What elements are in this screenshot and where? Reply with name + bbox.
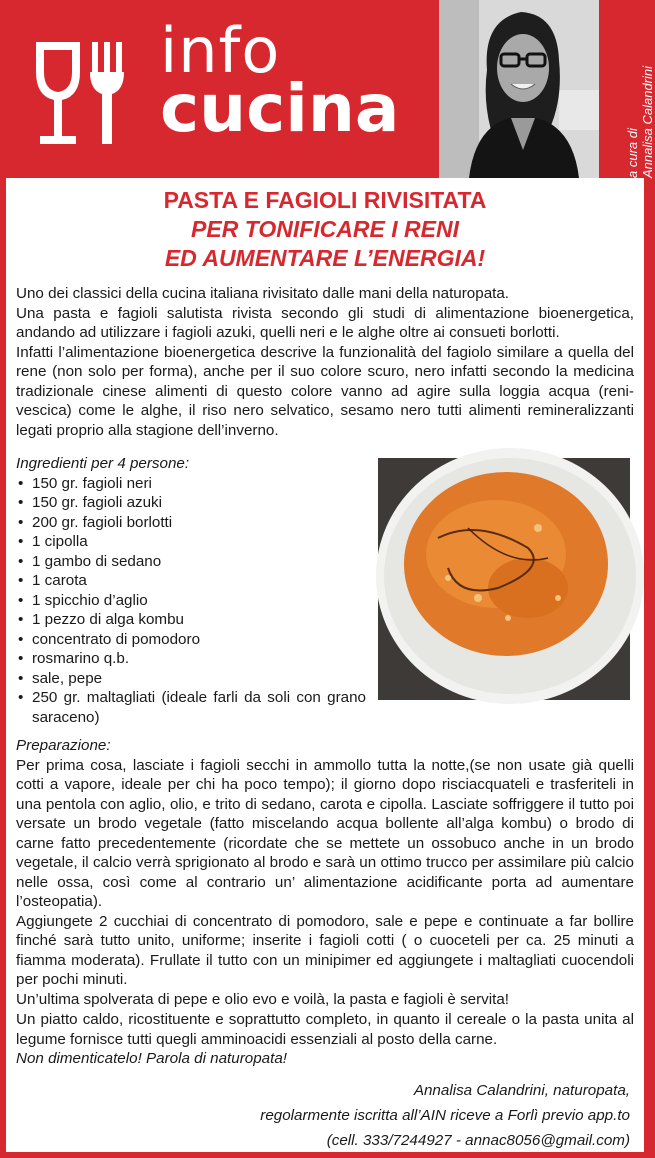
intro-paragraph: Una pasta e fagioli salutista rivista secondo gli studi di alimentazione bioenergetica, andando ad utilizzare i fagioli azuki, quelli neri e le alghe oltre ai consueti borlotti. [16, 304, 634, 341]
ingredient-item: • 1 carota [16, 571, 366, 591]
closing-italic: Non dimenticatelo! Parola di naturopata! [16, 1050, 288, 1067]
ingredient-item: • 1 spicchio d’aglio [16, 591, 366, 611]
wine-glass-and-fork-icon [28, 38, 138, 148]
credit-line-2: Annalisa Calandrini [640, 65, 655, 178]
signature-line: (cell. 333/7244927 - annac8056@gmail.com) [326, 1132, 630, 1149]
ingredient-item: • 150 gr. fagioli neri [16, 474, 366, 494]
ingredient-item: • 150 gr. fagioli azuki [16, 493, 366, 513]
preparation-section [16, 736, 634, 1009]
ingredients-heading: Ingredienti per 4 persone: [16, 455, 190, 472]
preparation-paragraph: Aggiungete 2 cucchiai di concentrato di pomodoro, sale e pepe e continuate a far bollire finché sarà tutto unito, uniforme; inserite i fagioli cotti ( o cuoceteli per ca. 25 minuti a fiamma moderata). Frullate il tutto con un minipimer ed aggiungete i maltagliati cuocendoli per pochi minuti. [16, 912, 634, 988]
ingredient-item: • 250 gr. maltagliati (ideale farli da soli con grano saraceno) [16, 688, 366, 727]
article-subtitle-1: PER TONIFICARE I RENI [191, 216, 459, 242]
dish-photo [378, 458, 630, 700]
article-title-block [6, 186, 644, 273]
ingredients-list [16, 474, 366, 728]
closing-text [16, 1010, 634, 1069]
preparation-paragraph: Per prima cosa, lasciate i fagioli secchi in ammollo tutta la notte,(se non usate già quelli cotti a vapore, ideale per chi ha poco tempo); il giorno dopo risciacquateli e trasferiteli in una pentola con aglio, olio, e trito di sedano, carota e cipolla. Lasciate soffriggere il tutto poi versate un brodo vegetale (fatto miscelando acqua bollente all’alga kombu) o brodo di carne fatto precedentemente (ricordate che se mettete un ossobuco anche in un brodo vegetale, il calcio verrà sprigionato al brodo e sarà un ottimo trucco per assimilare più calcio nelle ossa, così come al contrario un’ alimentazione acidificante porta ad aumentare l’osteopatia). [16, 756, 634, 910]
ingredient-item: • 1 cipolla [16, 532, 366, 552]
signature-line: Annalisa Calandrini, naturopata, [413, 1082, 630, 1099]
ingredient-item: • 1 gambo di sedano [16, 552, 366, 572]
closing-paragraph: Un piatto caldo, ricostituente e soprattutto completo, in quanto il cereale o la pasta unita al legume fornisce tutti quegli amminoacidi essenziali al posto della carne. [16, 1011, 634, 1048]
intro-paragraph: Infatti l’alimentazione bioenergetica descrive la funzionalità del fagiolo similare a quella del rene (non solo per forma), anche per il suo colore scuro, nero infatti secondo la medicina tradizionale cinese alimenti di questo colore vanno ad agire sulla loggia acqua (reni- vescica) come le alghe, il riso nero selvatico, sesamo nero tutti alimenti remineralizzanti legati proprio alla stagione dell’inverno. [16, 343, 634, 439]
intro-text [16, 284, 634, 440]
article-title: PASTA E FAGIOLI RIVISITATA [163, 187, 487, 213]
preparation-heading: Preparazione: [16, 737, 111, 754]
credit-line-1: a cura di [625, 128, 640, 178]
author-signature [260, 1078, 630, 1153]
ingredient-item: • concentrato di pomodoro [16, 630, 366, 650]
signature-line: regolarmente iscritta all’AIN riceve a Forlì previo app.to [260, 1107, 630, 1124]
ingredient-item: • rosmarino q.b. [16, 649, 366, 669]
ingredient-item: • 1 pezzo di alga kombu [16, 610, 366, 630]
ingredient-item: • 200 gr. fagioli borlotti [16, 513, 366, 533]
ingredients-section [16, 454, 366, 727]
author-credit [600, 0, 655, 178]
logo-wordmark [160, 14, 400, 148]
article-subtitle-2: ED AUMENTARE L’ENERGIA! [164, 245, 486, 271]
author-photo [439, 0, 599, 178]
logo-line-info: info [160, 14, 281, 87]
intro-paragraph: Uno dei classici della cucina italiana rivisitato dalle mani della naturopata. [16, 285, 510, 302]
logo-line-cucina: cucina [160, 70, 400, 148]
ingredient-item: • sale, pepe [16, 669, 366, 689]
preparation-paragraph: Un’ultima spolverata di pepe e olio evo e voilà, la pasta e fagioli è servita! [16, 990, 510, 1008]
header-banner [0, 0, 655, 178]
